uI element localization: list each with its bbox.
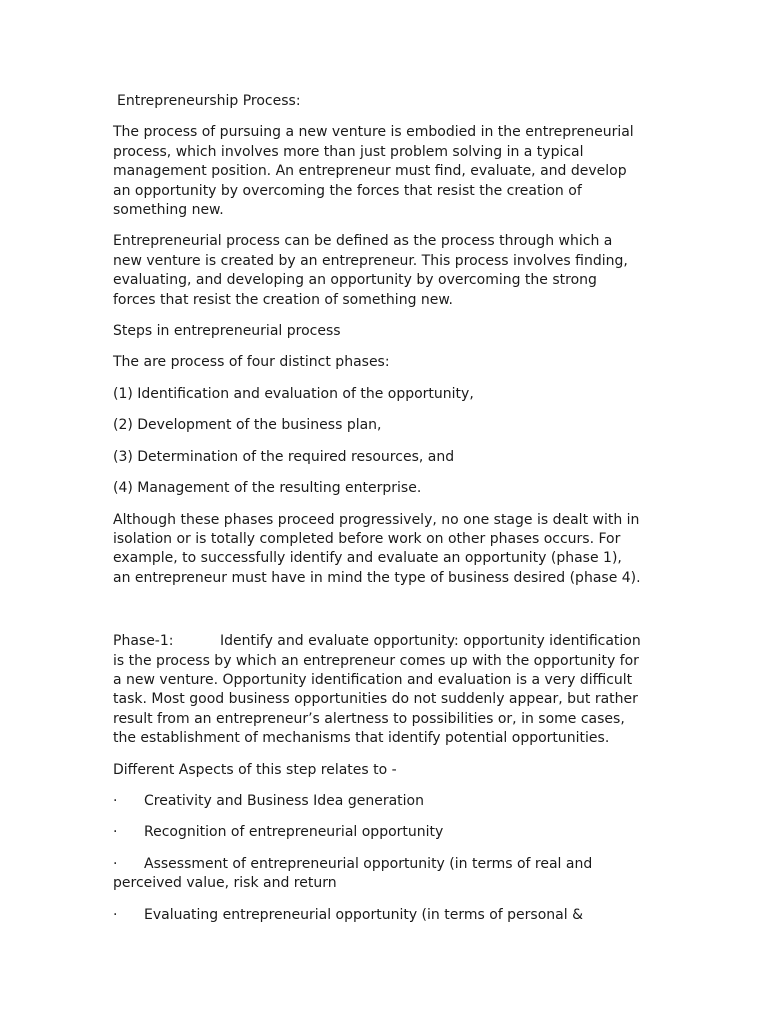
bullet-dot-icon: · — [113, 906, 118, 923]
phase-1-label: Phase-1: — [113, 633, 174, 650]
bullet-text: Creativity and Business Idea generation — [144, 792, 424, 809]
bullet-text: Evaluating entrepreneurial opportunity (in terms of personal & — [144, 906, 583, 923]
paragraph-process-definition: The process of pursuing a new venture is embodied in the entrepreneurial process, which involves more than just problem solving in a typical management position. An entrepreneur must find, evaluate, and develop an opportunity by overcoming the forces that resist the creation of something new. — [113, 124, 634, 219]
bullet-item — [113, 823, 643, 842]
blank-line — [113, 600, 643, 632]
paragraph-phases-progress: Although these phases proceed progressively, no one stage is dealt with in isolation or is totally completed before work on other phases occurs. For example, to successfully identify and evaluate an opportunity (phase 1), an entrepreneur must have in mind the type of business desired (phase 4). — [113, 511, 641, 586]
bullet-dot-icon: · — [113, 855, 118, 872]
paragraph-phases-intro: The are process of four distinct phases: — [113, 354, 390, 371]
bullet-text: Assessment of entrepreneurial opportunity (in terms of real and perceived value, risk and return — [113, 855, 593, 892]
bullet-text: Recognition of entrepreneurial opportunity — [144, 824, 444, 841]
bullet-dot-icon: · — [113, 824, 118, 841]
paragraph-entrepreneurial-process: Entrepreneurial process can be defined as the process through which a new venture is created by an entrepreneur. This process involves finding, evaluating, and developing an opportunity by overcoming the strong forces that resist the creation of something new. — [113, 233, 628, 308]
bullet-item — [113, 792, 643, 811]
document-page — [113, 92, 643, 937]
phase-item-1: (1) Identification and evaluation of the opportunity, — [113, 385, 474, 402]
phase-item-2: (2) Development of the business plan, — [113, 417, 382, 434]
phase-1-paragraph — [113, 632, 643, 748]
bullet-dot-icon: · — [113, 792, 118, 809]
phase-item-3: (3) Determination of the required resources, and — [113, 448, 455, 465]
document-title: Entrepreneurship Process: — [117, 93, 301, 109]
phase-item-4: (4) Management of the resulting enterprise. — [113, 480, 422, 497]
aspects-heading: Different Aspects of this step relates to - — [113, 761, 397, 778]
bullet-item — [113, 906, 643, 925]
bullet-item — [113, 855, 643, 894]
phase-1-text: Identify and evaluate opportunity: opportunity identification is the process by which an entrepreneur comes up with the opportunity for a new venture. Opportunity identification and evaluation is a very difficult task. Most good business opportunities do not suddenly appear, but rather result from an entrepreneur’s alertness to possibilities or, in some cases, the establishment of mechanisms that identify potential opportunities. — [113, 633, 641, 747]
paragraph-steps-heading: Steps in entrepreneurial process — [113, 323, 341, 340]
